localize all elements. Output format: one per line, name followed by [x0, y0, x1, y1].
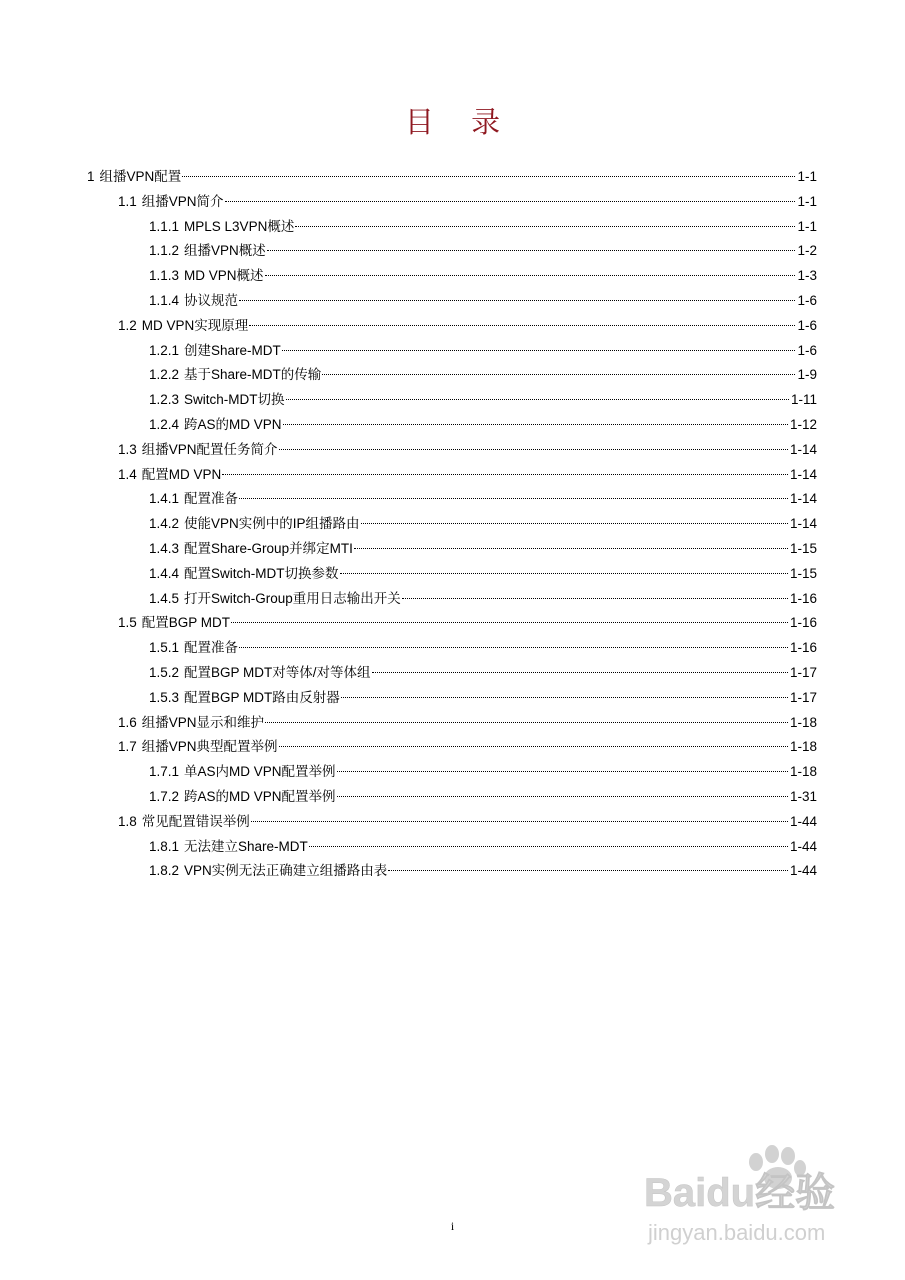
toc-entry-title: 配置BGP MDT对等体/对等体组 — [184, 665, 371, 680]
toc-entry-number: 1.3 — [118, 441, 137, 457]
toc-leader-dots — [251, 821, 788, 822]
toc-entry[interactable] — [149, 217, 817, 237]
toc-leader-dots — [372, 672, 788, 673]
toc-entry-number: 1.7.2 — [149, 789, 180, 804]
toc-entry[interactable] — [149, 688, 817, 708]
toc-leader-dots — [239, 498, 788, 499]
toc-entry-page: 1-16 — [789, 640, 817, 656]
toc-leader-dots — [265, 722, 788, 723]
toc-leader-dots — [295, 226, 795, 227]
toc-leader-dots — [239, 300, 795, 301]
toc-entry-number: 1.5.3 — [149, 689, 180, 705]
toc-entry-number: 1.4 — [118, 466, 137, 482]
toc-entry-number: 1.8 — [118, 813, 137, 829]
toc-entry[interactable] — [149, 390, 817, 410]
toc-entry[interactable] — [149, 589, 817, 609]
toc-entry-title: 使能VPN实例中的IP组播路由 — [184, 516, 360, 532]
toc-entry-number: 1.8.1 — [149, 838, 180, 854]
toc-entry-page: 1-6 — [797, 293, 817, 308]
toc-entry-page: 1-44 — [789, 863, 817, 879]
toc-leader-dots — [267, 250, 796, 251]
toc-entry-page: 1-15 — [789, 565, 817, 581]
toc-leader-dots — [282, 350, 796, 351]
toc-entry-title: MD VPN实现原理 — [141, 317, 249, 333]
toc-leader-dots — [337, 771, 788, 772]
toc-entry-number: 1.4.2 — [149, 516, 180, 532]
toc-leader-dots — [337, 796, 788, 797]
toc-leader-dots — [225, 201, 796, 202]
toc-entry-number: 1.7.1 — [149, 764, 180, 780]
toc-entry-page: 1-1 — [797, 218, 817, 234]
toc-entry-title: 打开Switch-Group重用日志输出开关 — [184, 590, 401, 606]
toc-entry-page: 1-16 — [789, 615, 817, 631]
toc-entry-page: 1-1 — [797, 193, 817, 209]
toc-entry-page: 1-9 — [797, 367, 817, 383]
toc-entry[interactable] — [149, 514, 817, 534]
toc-entry-page: 1-3 — [797, 268, 817, 284]
toc-leader-dots — [354, 548, 788, 549]
toc-leader-dots — [279, 746, 788, 747]
toc-entry[interactable] — [118, 613, 817, 633]
toc-entry-title: Switch-MDT切换 — [184, 392, 285, 408]
toc-entry[interactable] — [149, 266, 817, 286]
toc-leader-dots — [182, 176, 795, 177]
toc-entry-title: 创建Share-MDT — [184, 342, 281, 358]
toc-entry-number: 1.5.2 — [149, 665, 180, 680]
toc-entry[interactable] — [118, 316, 817, 336]
toc-leader-dots — [309, 846, 788, 847]
toc-entry-number: 1.5.1 — [149, 640, 180, 656]
toc-leader-dots — [222, 474, 788, 475]
toc-entry-title: 组播VPN配置任务简介 — [141, 441, 278, 457]
toc-entry-title: 单AS内MD VPN配置举例 — [184, 764, 336, 780]
toc-entry[interactable] — [149, 837, 817, 857]
toc-entry[interactable] — [118, 713, 817, 733]
toc-leader-dots — [231, 622, 788, 623]
toc-entry-title: 组播VPN显示和维护 — [141, 714, 265, 730]
toc-leader-dots — [283, 424, 788, 425]
toc-entry-number: 1.2.1 — [149, 342, 180, 358]
toc-entry-page: 1-1 — [797, 169, 817, 184]
toc-entry-page: 1-6 — [797, 342, 817, 358]
toc-leader-dots — [340, 573, 788, 574]
toc-entry-page: 1-11 — [790, 392, 817, 408]
toc-entry-number: 1.2 — [118, 317, 137, 333]
toc-entry[interactable] — [149, 415, 817, 435]
toc-entry-number: 1.2.2 — [149, 367, 180, 383]
toc-entry[interactable] — [149, 787, 817, 807]
toc-entry-number: 1 — [87, 169, 95, 184]
toc-entry-title: 配置准备 — [184, 640, 239, 656]
toc-entry[interactable] — [149, 564, 817, 584]
toc-entry[interactable] — [149, 341, 817, 361]
toc-entry-page: 1-14 — [789, 441, 817, 457]
toc-entry-number: 1.7 — [118, 739, 137, 755]
toc-entry-page: 1-18 — [789, 764, 817, 780]
toc-entry-page: 1-12 — [789, 417, 817, 432]
toc-entry-page: 1-44 — [789, 813, 817, 829]
toc-entry-title: 组播VPN概述 — [184, 243, 266, 259]
toc-entry-title: 常见配置错误举例 — [141, 813, 250, 829]
toc-entry-page: 1-14 — [789, 466, 817, 482]
toc-entry-page: 1-2 — [797, 243, 817, 259]
toc-entry-title: 跨AS的MD VPN配置举例 — [184, 789, 336, 804]
toc-entry-number: 1.4.5 — [149, 590, 180, 606]
toc-leader-dots — [265, 275, 796, 276]
page-number: i — [450, 1219, 455, 1233]
toc-entry-title: 配置BGP MDT路由反射器 — [184, 689, 340, 705]
toc-entry[interactable] — [118, 192, 817, 212]
toc-entry[interactable] — [149, 861, 817, 881]
toc-entry-page: 1-15 — [789, 541, 817, 556]
toc-entry-page: 1-14 — [789, 516, 817, 532]
toc-entry-title: 配置BGP MDT — [141, 615, 231, 631]
toc-entry-number: 1.4.3 — [149, 541, 180, 556]
toc-entry[interactable] — [149, 762, 817, 782]
toc-entry-page: 1-31 — [789, 789, 817, 804]
toc-entry-title: MPLS L3VPN概述 — [184, 218, 295, 234]
toc-entry[interactable] — [118, 812, 817, 832]
toc-entry[interactable] — [149, 365, 817, 385]
baidu-jingyan-watermark — [640, 1140, 870, 1250]
toc-entry-title: 组播VPN典型配置举例 — [141, 739, 278, 755]
toc-entry-number: 1.1 — [118, 193, 137, 209]
toc-entry-number: 1.2.4 — [149, 417, 180, 432]
toc-leader-dots — [239, 647, 788, 648]
toc-entry-title: 配置MD VPN — [141, 466, 222, 482]
toc-entry-title: 协议规范 — [184, 293, 239, 308]
toc-entry[interactable] — [149, 489, 817, 509]
toc-entry-title: MD VPN概述 — [184, 268, 264, 284]
toc-entry[interactable] — [118, 737, 817, 757]
toc-entry-number: 1.1.2 — [149, 243, 180, 259]
toc-leader-dots — [361, 523, 788, 524]
toc-entry-title: 组播VPN配置 — [99, 169, 182, 184]
toc-leader-dots — [322, 374, 795, 375]
toc-entry-page: 1-17 — [789, 665, 817, 680]
toc-entry-title: 配置准备 — [184, 491, 239, 507]
toc-leader-dots — [249, 325, 795, 326]
toc-leader-dots — [402, 598, 788, 599]
toc-entry[interactable] — [149, 241, 817, 261]
toc-entry-page: 1-44 — [789, 838, 817, 854]
toc-leader-dots — [341, 697, 788, 698]
toc-entry-page: 1-18 — [789, 739, 817, 755]
toc-entry[interactable] — [87, 167, 817, 187]
toc-entry-number: 1.1.4 — [149, 293, 180, 308]
toc-entry[interactable] — [149, 663, 817, 683]
toc-entry-title: 配置Switch-MDT切换参数 — [184, 565, 339, 581]
toc-entry-title: 无法建立Share-MDT — [184, 838, 308, 854]
toc-leader-dots — [286, 399, 789, 400]
toc-entry[interactable] — [149, 539, 817, 559]
toc-entry-number: 1.8.2 — [149, 863, 180, 879]
toc-entry-title: 组播VPN简介 — [141, 193, 224, 209]
toc-entry-number: 1.6 — [118, 714, 137, 730]
toc-entry-number: 1.1.3 — [149, 268, 180, 284]
toc-entry-title: VPN实例无法正确建立组播路由表 — [184, 863, 388, 879]
toc-entry-title: 跨AS的MD VPN — [184, 417, 282, 432]
toc-entry-number: 1.4.4 — [149, 565, 180, 581]
toc-entry-number: 1.2.3 — [149, 392, 180, 408]
toc-entry-page: 1-14 — [789, 491, 817, 507]
toc-entry[interactable] — [118, 465, 817, 485]
toc-entry-page: 1-17 — [789, 689, 817, 705]
toc-entry[interactable] — [118, 440, 817, 460]
toc-entry-title: 基于Share-MDT的传输 — [184, 367, 322, 383]
toc-entry[interactable] — [149, 638, 817, 658]
toc-entry-number: 1.4.1 — [149, 491, 180, 507]
toc-entry-title: 配置Share-Group并绑定MTI — [184, 541, 353, 556]
toc-entry-page: 1-6 — [797, 317, 817, 333]
toc-entry-page: 1-18 — [789, 714, 817, 730]
toc-leader-dots — [279, 449, 788, 450]
toc-entry-number: 1.1.1 — [149, 218, 180, 234]
toc-entry-number: 1.5 — [118, 615, 137, 631]
watermark-brand: Baidu经验 — [644, 1171, 836, 1215]
toc-leader-dots — [388, 870, 788, 871]
toc-entry-page: 1-16 — [789, 590, 817, 606]
toc-entry[interactable] — [149, 291, 817, 311]
watermark-url: jingyan.baidu.com — [648, 1220, 826, 1245]
page-title: 目 录 — [404, 105, 515, 139]
